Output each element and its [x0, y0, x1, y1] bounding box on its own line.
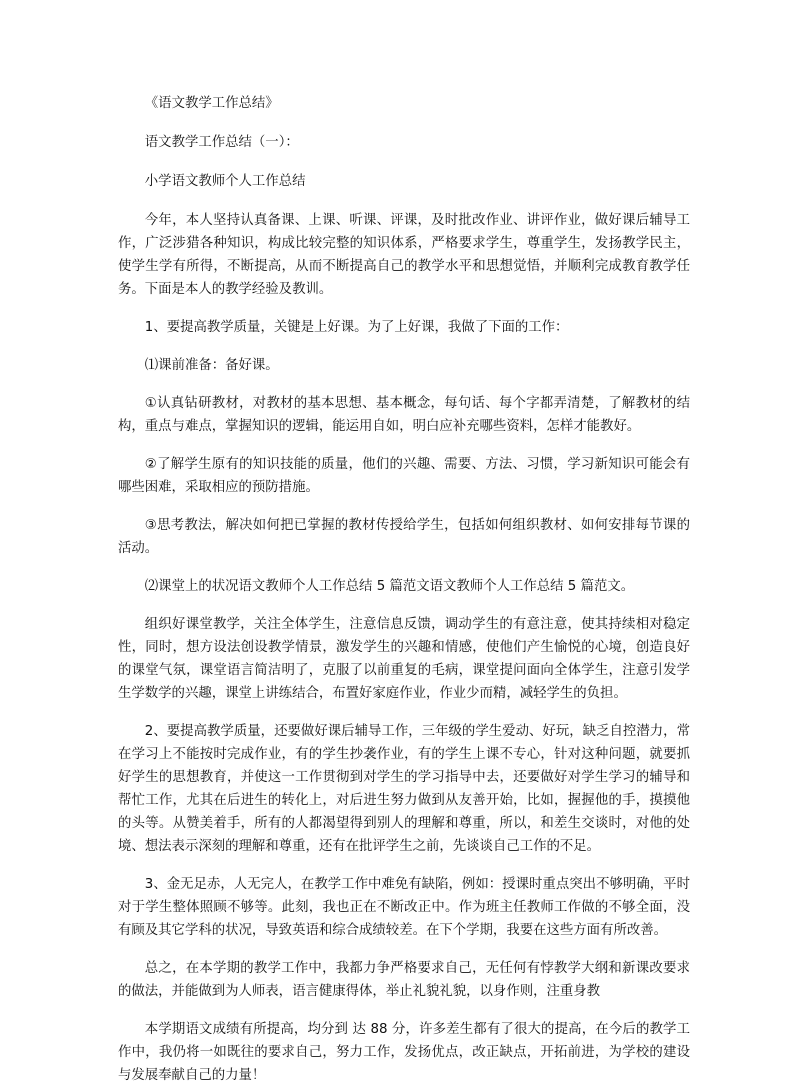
document-title: 《语文教学工作总结》 [144, 96, 279, 111]
paragraph: 今年，本人坚持认真备课、上课、听课、评课，及时批改作业、讲评作业，做好课后辅导工作，广泛涉猎各种知识，构成比较完整的知识体系，严格要求学生，尊重学生，发扬教学民主，使学生学有所得，不断提高，从而不断提高自己的教学水平和思想觉悟，并顺利完成教育教学任务。下面是本人的教学经验及教训。 [118, 213, 690, 297]
paragraph: ②了解学生原有的知识技能的质量，他们的兴趣、需要、方法、习惯，学习新知识可能会有哪些困难，采取相应的预防措施。 [118, 457, 690, 495]
paragraph: ③思考教法，解决如何把已掌握的教材传授给学生，包括如何组织教材、如何安排每节课的活动。 [118, 518, 690, 556]
paragraph: 总之，在本学期的教学工作中，我都力争严格要求自己，无任何有悖教学大纲和新课改要求的做法，并能做到为人师表，语言健康得体，举止礼貌礼貌，以身作则，注重身教 [118, 961, 690, 999]
paragraph: 2、要提高教学质量，还要做好课后辅导工作，三年级的学生爱动、好玩，缺乏自控潜力，常在学习上不能按时完成作业，有的学生抄袭作业，有的学生上课不专心，针对这种问题，就要抓好学生的思想教育，并使这一工作贯彻到对学生的学习指导中去，还要做好对学生学习的辅导和帮忙工作，尤其在后进生的转化上，对后进生努力做到从友善开始，比如，握握他的手，摸摸他的头等。从赞美着手，所有的人都渴望得到别人的理解和尊重，所以，和差生交谈时，对他的处境、想法表示深刻的理解和尊重，还有在批评学生之前，先谈谈自己工作的不足。 [118, 724, 690, 854]
document-subtitle: 语文教学工作总结（一）： [144, 135, 299, 150]
paragraph: ⑴课前准备：备好课。 [144, 358, 279, 373]
paragraph: 1、要提高教学质量，关键是上好课。为了上好课，我做了下面的工作： [144, 320, 569, 335]
paragraph: ①认真钻研教材，对教材的基本思想、基本概念，每句话、每个字都弄清楚，了解教材的结构，重点与难点，掌握知识的逻辑，能运用自如，明白应补充哪些资料，怎样才能教好。 [118, 396, 690, 434]
paragraph: 本学期语文成绩有所提高，均分到 达 88 分，许多差生都有了很大的提高，在今后的教学工作中，我仍将一如既往的要求自己，努力工作，发扬优点，改正缺点，开拓前进，为学校的建设与发展奉献自己的力量！ [118, 1022, 690, 1083]
paragraph: 3、金无足赤，人无完人，在教学工作中难免有缺陷，例如：授课时重点突出不够明确，平时对于学生整体照顾不够等。此刻，我也正在不断改正中。作为班主任教师工作做的不够全面，没有顾及其它学科的状况，导致英语和综合成绩较差。在下个学期，我要在这些方面有所改善。 [118, 877, 690, 938]
paragraph: ⑵课堂上的状况语文教师个人工作总结 5 篇范文语文教师个人工作总结 5 篇范文。 [144, 579, 635, 594]
paragraph: 组织好课堂教学，关注全体学生，注意信息反馈，调动学生的有意注意，使其持续相对稳定性，同时，想方设法创设教学情景，激发学生的兴趣和情感，使他们产生愉悦的心境，创造良好的课堂气氛，课堂语言简洁明了，克服了以前重复的毛病，课堂提问面向全体学生，注意引发学生学数学的兴趣，课堂上讲练结合，布置好家庭作业，作业少而精，减轻学生的负担。 [118, 617, 690, 701]
document-heading: 小学语文教师个人工作总结 [144, 174, 306, 189]
